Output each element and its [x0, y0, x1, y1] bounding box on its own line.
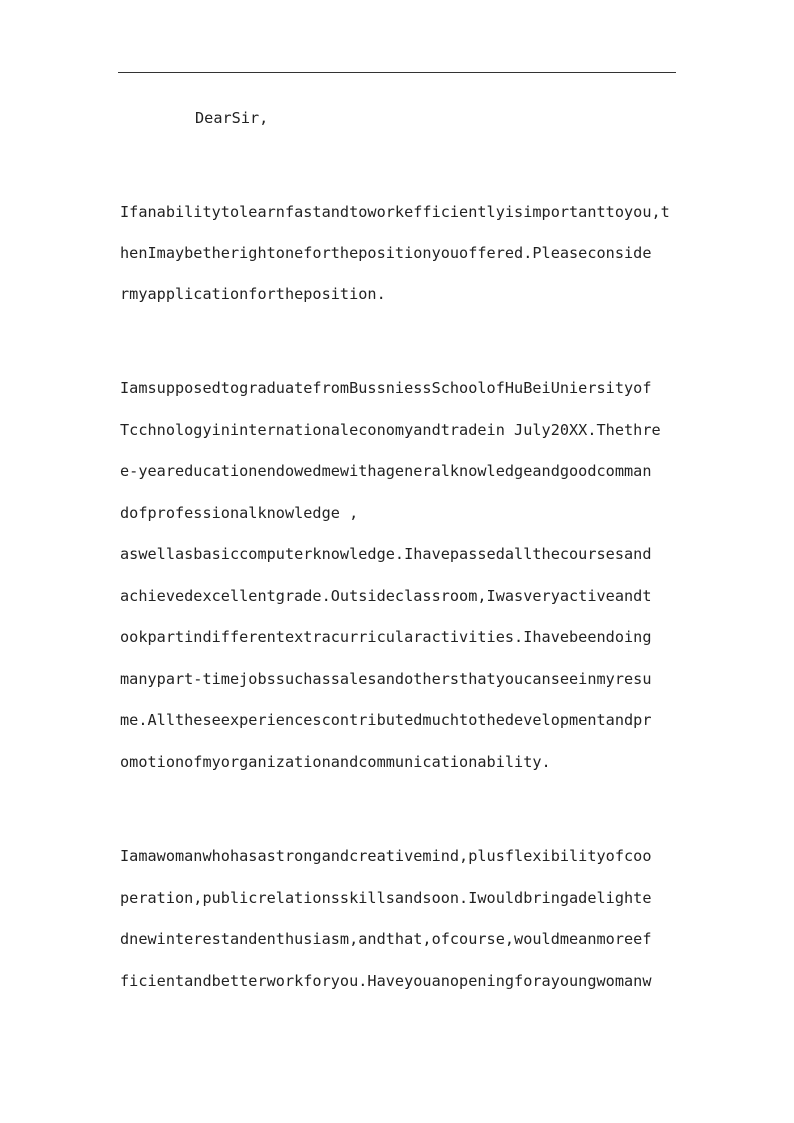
paragraph-line: me.Alltheseexperiencescontributedmuchtothedevelopmentandpr [120, 711, 652, 729]
paragraph-line: dofprofessionalknowledge , [120, 504, 359, 522]
paragraph-line: manypart-timejobssuchassalesandothersthatyoucanseeinmyresu [120, 670, 652, 688]
paragraph-line: ookpartindifferentextracurricularactivities.Ihavebeendoing [120, 628, 652, 646]
paragraph-line: Ifanabilitytolearnfastandtoworkefficientlyisimportanttoyou,t [120, 203, 670, 221]
salutation: DearSir, [195, 109, 269, 127]
paragraph-line: IamsupposedtograduatefromBussniessSchoolofHuBeiUniersityof [120, 379, 652, 397]
paragraph-line: ficientandbetterworkforyou.Haveyouanopeningforayoungwomanw [120, 972, 652, 990]
paragraph-line: rmyapplicationfortheposition. [120, 285, 386, 303]
paragraph-line: Iamawomanwhohasastrongandcreativemind,plusflexibilityofcoo [120, 847, 652, 865]
paragraph-line: Tcchnologyininternationaleconomyandtradein July20XX.Thethre [120, 421, 661, 439]
paragraph-line: achievedexcellentgrade.Outsideclassroom,Iwasveryactiveandt [120, 587, 652, 605]
header-rule [118, 72, 676, 73]
paragraph-line: aswellasbasiccomputerknowledge.Ihavepassedallthecoursesand [120, 545, 652, 563]
paragraph-line: henImaybetherightoneforthepositionyouoffered.Pleaseconside [120, 244, 652, 262]
paragraph-line: e-yeareducationendowedmewithageneralknowledgeandgoodcomman [120, 462, 652, 480]
paragraph-line: dnewinterestandenthusiasm,andthat,ofcourse,wouldmeanmoreef [120, 930, 652, 948]
paragraph-line: peration,publicrelationsskillsandsoon.Iwouldbringadelighte [120, 889, 652, 907]
paragraph-line: omotionofmyorganizationandcommunicationability. [120, 753, 551, 771]
